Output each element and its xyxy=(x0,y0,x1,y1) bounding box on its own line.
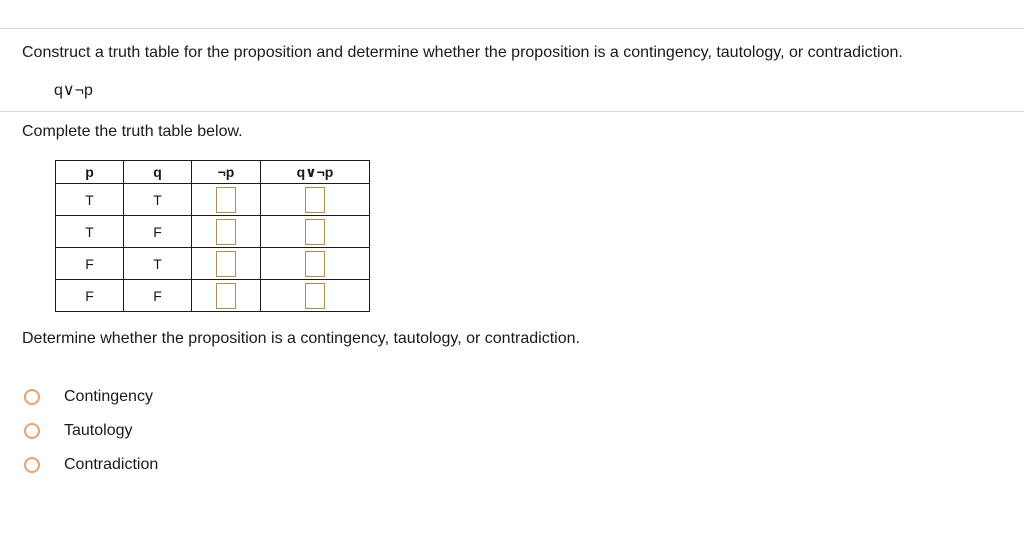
cell-not-p xyxy=(192,216,261,248)
cell-q-or-not-p xyxy=(261,184,370,216)
option-contingency[interactable] xyxy=(24,380,158,414)
cell-q: F xyxy=(124,280,192,312)
not-p-answer-box[interactable] xyxy=(216,187,236,213)
table-row xyxy=(56,216,370,248)
classification-options xyxy=(24,380,158,482)
top-divider xyxy=(0,28,1024,29)
q-or-not-p-answer-box[interactable] xyxy=(305,283,325,309)
option-tautology[interactable] xyxy=(24,414,158,448)
option-label: Tautology xyxy=(64,422,133,439)
not-p-answer-box[interactable] xyxy=(216,251,236,277)
not-p-answer-box[interactable] xyxy=(216,283,236,309)
truth-table xyxy=(55,160,370,312)
cell-q-or-not-p xyxy=(261,248,370,280)
question-text: Construct a truth table for the proposition and determine whether the proposition is a contingency, tautology, or contradiction. xyxy=(22,44,903,61)
option-label: Contingency xyxy=(64,388,153,405)
table-row xyxy=(56,280,370,312)
table-instruction: Complete the truth table below. xyxy=(22,123,243,140)
table-row xyxy=(56,248,370,280)
cell-q-or-not-p xyxy=(261,216,370,248)
cell-q-or-not-p xyxy=(261,280,370,312)
column-header-q-or-not-p: q∨¬p xyxy=(261,161,370,184)
q-or-not-p-answer-box[interactable] xyxy=(305,187,325,213)
not-p-answer-box[interactable] xyxy=(216,219,236,245)
q-or-not-p-answer-box[interactable] xyxy=(305,251,325,277)
classification-prompt: Determine whether the proposition is a contingency, tautology, or contradiction. xyxy=(22,330,580,347)
column-header-q: q xyxy=(124,161,192,184)
cell-p: F xyxy=(56,248,124,280)
q-or-not-p-answer-box[interactable] xyxy=(305,219,325,245)
radio-button-icon[interactable] xyxy=(24,457,40,473)
radio-button-icon[interactable] xyxy=(24,389,40,405)
cell-not-p xyxy=(192,184,261,216)
cell-p: T xyxy=(56,216,124,248)
option-contradiction[interactable] xyxy=(24,448,158,482)
truth-table-header-row xyxy=(56,161,370,184)
table-row xyxy=(56,184,370,216)
proposition: q∨¬p xyxy=(54,82,93,99)
cell-p: F xyxy=(56,280,124,312)
section-divider xyxy=(0,111,1024,112)
option-label: Contradiction xyxy=(64,456,159,473)
column-header-not-p: ¬p xyxy=(192,161,261,184)
cell-not-p xyxy=(192,280,261,312)
column-header-p: p xyxy=(56,161,124,184)
cell-not-p xyxy=(192,248,261,280)
cell-q: T xyxy=(124,184,192,216)
radio-button-icon[interactable] xyxy=(24,423,40,439)
cell-q: T xyxy=(124,248,192,280)
cell-q: F xyxy=(124,216,192,248)
cell-p: T xyxy=(56,184,124,216)
